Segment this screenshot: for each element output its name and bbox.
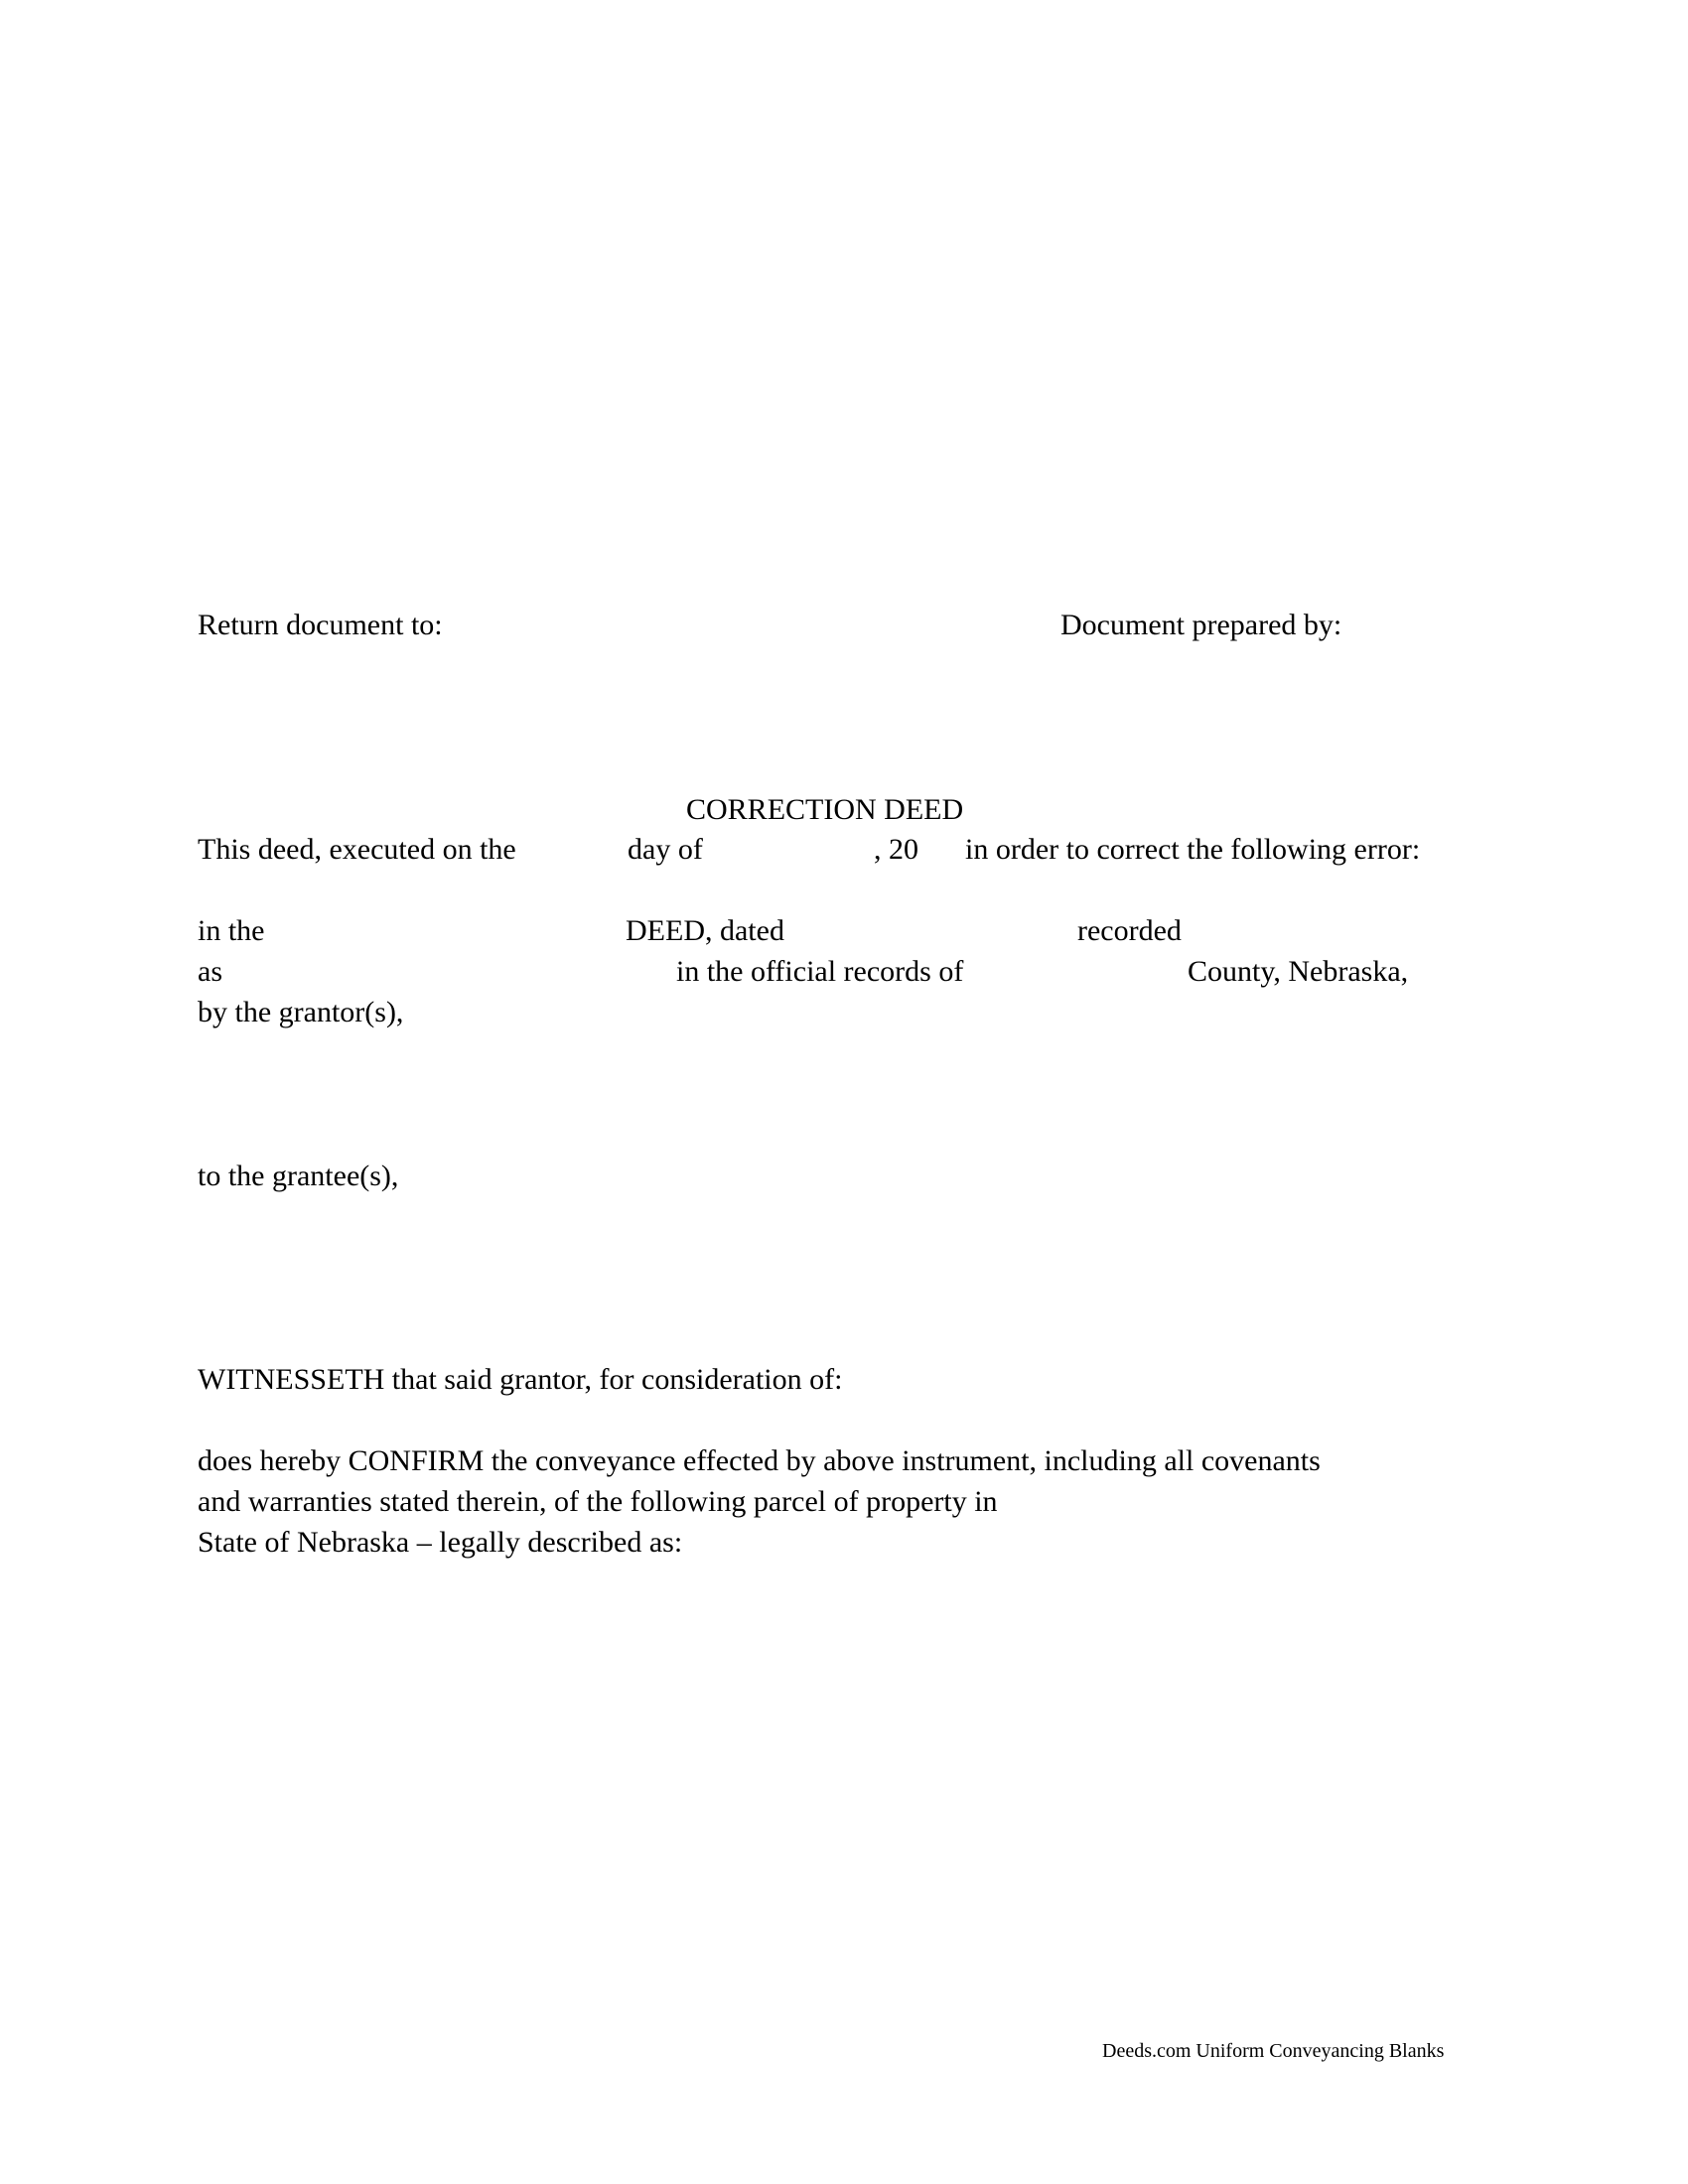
executed-on-text: This deed, executed on the xyxy=(198,833,516,866)
to-grantee-text: to the grantee(s), xyxy=(198,1160,399,1192)
footer-text: Deeds.com Uniform Conveyancing Blanks xyxy=(1102,2040,1445,2062)
by-grantor-text: by the grantor(s), xyxy=(198,996,404,1028)
year-prefix-text: , 20 xyxy=(874,833,918,866)
confirm-line-1: does hereby CONFIRM the conveyance effected by above instrument, including all covenants xyxy=(198,1444,1321,1477)
confirm-line-2: and warranties stated therein, of the following parcel of property in xyxy=(198,1485,998,1518)
correct-error-text: in order to correct the following error: xyxy=(965,833,1421,866)
official-records-text: in the official records of xyxy=(676,955,964,988)
in-the-text: in the xyxy=(198,914,265,947)
deed-dated-text: DEED, dated xyxy=(626,914,784,947)
as-text: as xyxy=(198,955,222,988)
return-document-to-label: Return document to: xyxy=(198,609,443,641)
recorded-text: recorded xyxy=(1077,914,1182,947)
county-state-text: County, Nebraska, xyxy=(1188,955,1409,988)
document-prepared-by-label: Document prepared by: xyxy=(1060,609,1342,641)
witnesseth-text: WITNESSETH that said grantor, for consideration of: xyxy=(198,1363,843,1396)
document-title: CORRECTION DEED xyxy=(686,793,964,826)
confirm-line-3: State of Nebraska – legally described as: xyxy=(198,1526,683,1559)
day-of-text: day of xyxy=(628,833,703,866)
